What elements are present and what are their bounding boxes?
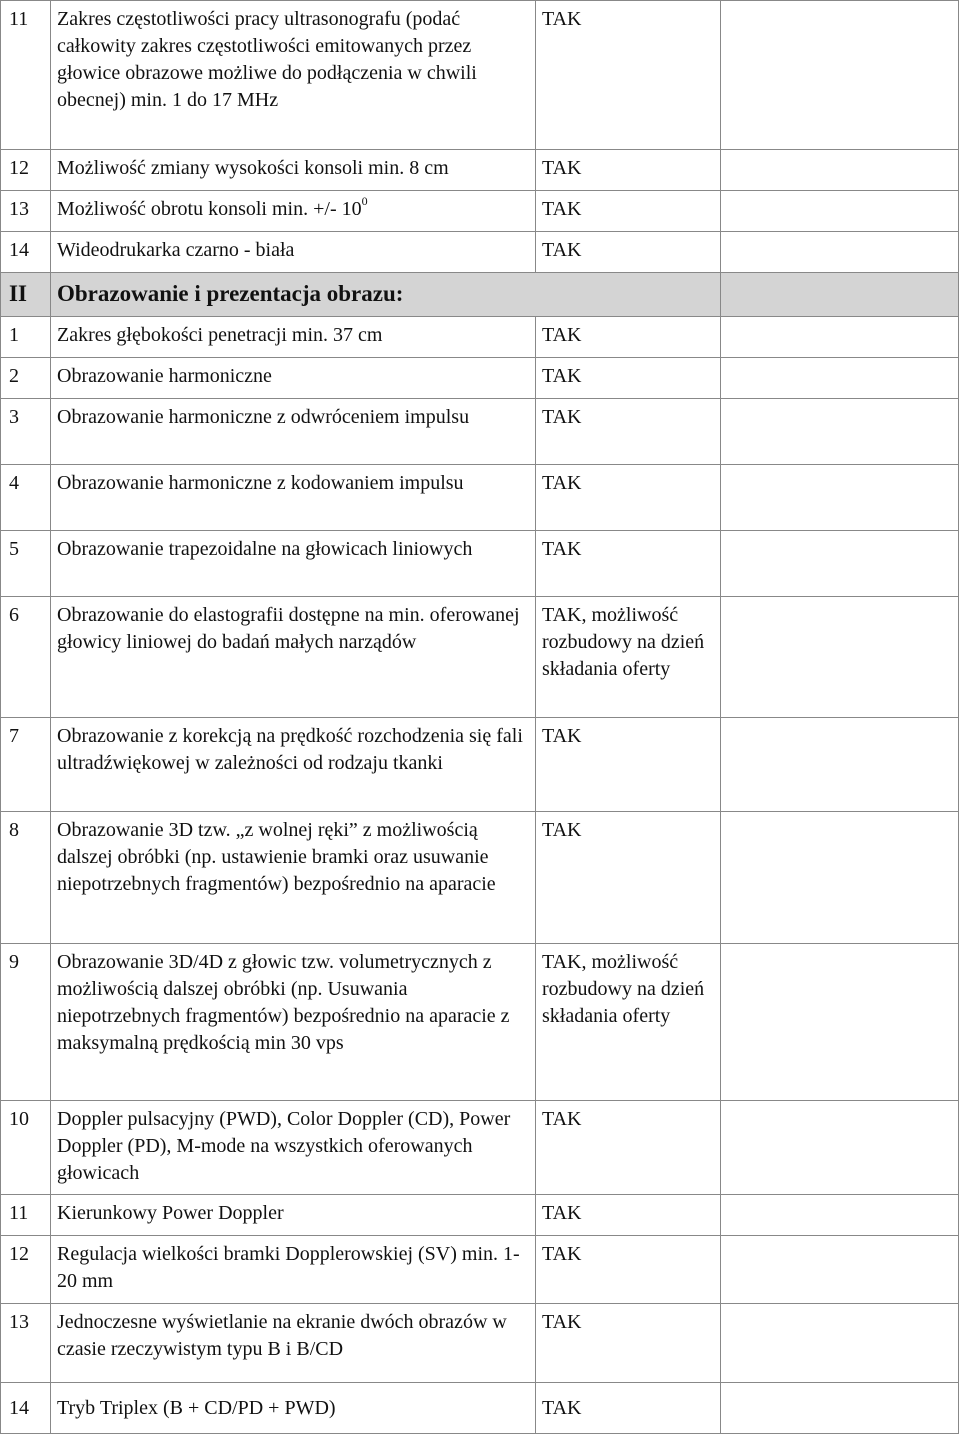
requirement-answer: TAK xyxy=(536,1236,721,1304)
row-number: 5 xyxy=(1,531,51,597)
section-title: Obrazowanie i prezentacja obrazu: xyxy=(51,273,721,317)
requirement-description: Obrazowanie trapezoidalne na głowicach liniowych xyxy=(51,531,536,597)
requirement-description: Zakres głębokości penetracji min. 37 cm xyxy=(51,317,536,358)
notes-cell xyxy=(721,232,959,273)
notes-cell xyxy=(721,718,959,812)
row-number: 11 xyxy=(1,1,51,150)
requirement-description: Zakres częstotliwości pracy ultrasonografu (podać całkowity zakres częstotliwości emitowanych przez głowice obrazowe możliwe do podłączenia w chwili obecnej) min. 1 do 17 MHz xyxy=(51,1,536,150)
requirement-answer: TAK xyxy=(536,317,721,358)
requirement-answer: TAK xyxy=(536,191,721,232)
requirement-description: Obrazowanie z korekcją na prędkość rozchodzenia się fali ultradźwiękowej w zależności od rodzaju tkanki xyxy=(51,718,536,812)
requirement-description: Doppler pulsacyjny (PWD), Color Doppler (CD), Power Doppler (PD), M-mode na wszystkich oferowanych głowicach xyxy=(51,1101,536,1195)
requirement-description: Tryb Triplex (B + CD/PD + PWD) xyxy=(51,1383,536,1434)
table-row xyxy=(1,399,959,465)
section-empty-cell xyxy=(721,273,959,317)
table-row xyxy=(1,465,959,531)
row-number: 8 xyxy=(1,812,51,944)
table-row xyxy=(1,718,959,812)
requirement-description xyxy=(51,191,536,232)
notes-cell xyxy=(721,191,959,232)
table-row xyxy=(1,317,959,358)
notes-cell xyxy=(721,1236,959,1304)
notes-cell xyxy=(721,317,959,358)
notes-cell xyxy=(721,1,959,150)
requirement-answer: TAK xyxy=(536,358,721,399)
row-number: 2 xyxy=(1,358,51,399)
requirement-description: Obrazowanie 3D/4D z głowic tzw. volumetrycznych z możliwością dalszej obróbki (np. Usuwania niepotrzebnych fragmentów) bezpośrednio na aparacie z maksymalną prędkością min 30 vps xyxy=(51,944,536,1101)
requirement-answer: TAK, możliwość rozbudowy na dzień składania oferty xyxy=(536,597,721,718)
requirement-description: Możliwość zmiany wysokości konsoli min. 8 cm xyxy=(51,150,536,191)
row-number: 3 xyxy=(1,399,51,465)
requirement-description: Jednoczesne wyświetlanie na ekranie dwóch obrazów w czasie rzeczywistym typu B i B/CD xyxy=(51,1304,536,1383)
table-row xyxy=(1,597,959,718)
notes-cell xyxy=(721,465,959,531)
notes-cell xyxy=(721,944,959,1101)
notes-cell xyxy=(721,812,959,944)
row-number: 13 xyxy=(1,191,51,232)
requirement-description: Regulacja wielkości bramki Dopplerowskiej (SV) min. 1-20 mm xyxy=(51,1236,536,1304)
table-row xyxy=(1,1304,959,1383)
row-number: 14 xyxy=(1,232,51,273)
row-number: 12 xyxy=(1,1236,51,1304)
requirement-answer: TAK xyxy=(536,531,721,597)
requirement-answer: TAK, możliwość rozbudowy na dzień składania oferty xyxy=(536,944,721,1101)
row-number: 1 xyxy=(1,317,51,358)
requirement-answer: TAK xyxy=(536,1101,721,1195)
requirement-answer: TAK xyxy=(536,718,721,812)
row-number: 14 xyxy=(1,1383,51,1434)
table-row xyxy=(1,232,959,273)
notes-cell xyxy=(721,358,959,399)
requirement-answer: TAK xyxy=(536,150,721,191)
requirement-description: Kierunkowy Power Doppler xyxy=(51,1195,536,1236)
requirement-description: Obrazowanie do elastografii dostępne na min. oferowanej głowicy liniowej do badań małych narządów xyxy=(51,597,536,718)
section-header-row xyxy=(1,273,959,317)
requirement-description: Obrazowanie harmoniczne z odwróceniem impulsu xyxy=(51,399,536,465)
row-number: 11 xyxy=(1,1195,51,1236)
table-row xyxy=(1,358,959,399)
superscript-degree: 0 xyxy=(361,194,368,209)
table-row xyxy=(1,150,959,191)
table-row xyxy=(1,1195,959,1236)
requirement-answer: TAK xyxy=(536,1,721,150)
table-row xyxy=(1,944,959,1101)
notes-cell xyxy=(721,1101,959,1195)
table-row xyxy=(1,531,959,597)
notes-cell xyxy=(721,150,959,191)
row-number: 12 xyxy=(1,150,51,191)
requirement-answer: TAK xyxy=(536,1383,721,1434)
notes-cell xyxy=(721,597,959,718)
notes-cell xyxy=(721,1304,959,1383)
table-row xyxy=(1,1383,959,1434)
requirement-answer: TAK xyxy=(536,1195,721,1236)
row-number: 9 xyxy=(1,944,51,1101)
notes-cell xyxy=(721,399,959,465)
row-number: 4 xyxy=(1,465,51,531)
requirement-answer: TAK xyxy=(536,232,721,273)
requirement-description: Obrazowanie harmoniczne xyxy=(51,358,536,399)
table-row xyxy=(1,191,959,232)
requirement-answer: TAK xyxy=(536,812,721,944)
row-number: 6 xyxy=(1,597,51,718)
table-row xyxy=(1,1101,959,1195)
requirement-description: Obrazowanie 3D tzw. „z wolnej ręki” z możliwością dalszej obróbki (np. ustawienie bramki oraz usuwanie niepotrzebnych fragmentów) bezpośrednio na aparacie xyxy=(51,812,536,944)
table-row xyxy=(1,1,959,150)
notes-cell xyxy=(721,531,959,597)
table-row xyxy=(1,1236,959,1304)
row-number: 10 xyxy=(1,1101,51,1195)
requirement-description: Wideodrukarka czarno - biała xyxy=(51,232,536,273)
section-number: II xyxy=(1,273,51,317)
notes-cell xyxy=(721,1383,959,1434)
row-number: 7 xyxy=(1,718,51,812)
requirement-answer: TAK xyxy=(536,465,721,531)
requirement-answer: TAK xyxy=(536,1304,721,1383)
row-number: 13 xyxy=(1,1304,51,1383)
requirement-description: Obrazowanie harmoniczne z kodowaniem impulsu xyxy=(51,465,536,531)
table-row xyxy=(1,812,959,944)
notes-cell xyxy=(721,1195,959,1236)
description-text: Możliwość obrotu konsoli min. +/- 10 xyxy=(57,198,362,220)
requirement-answer: TAK xyxy=(536,399,721,465)
